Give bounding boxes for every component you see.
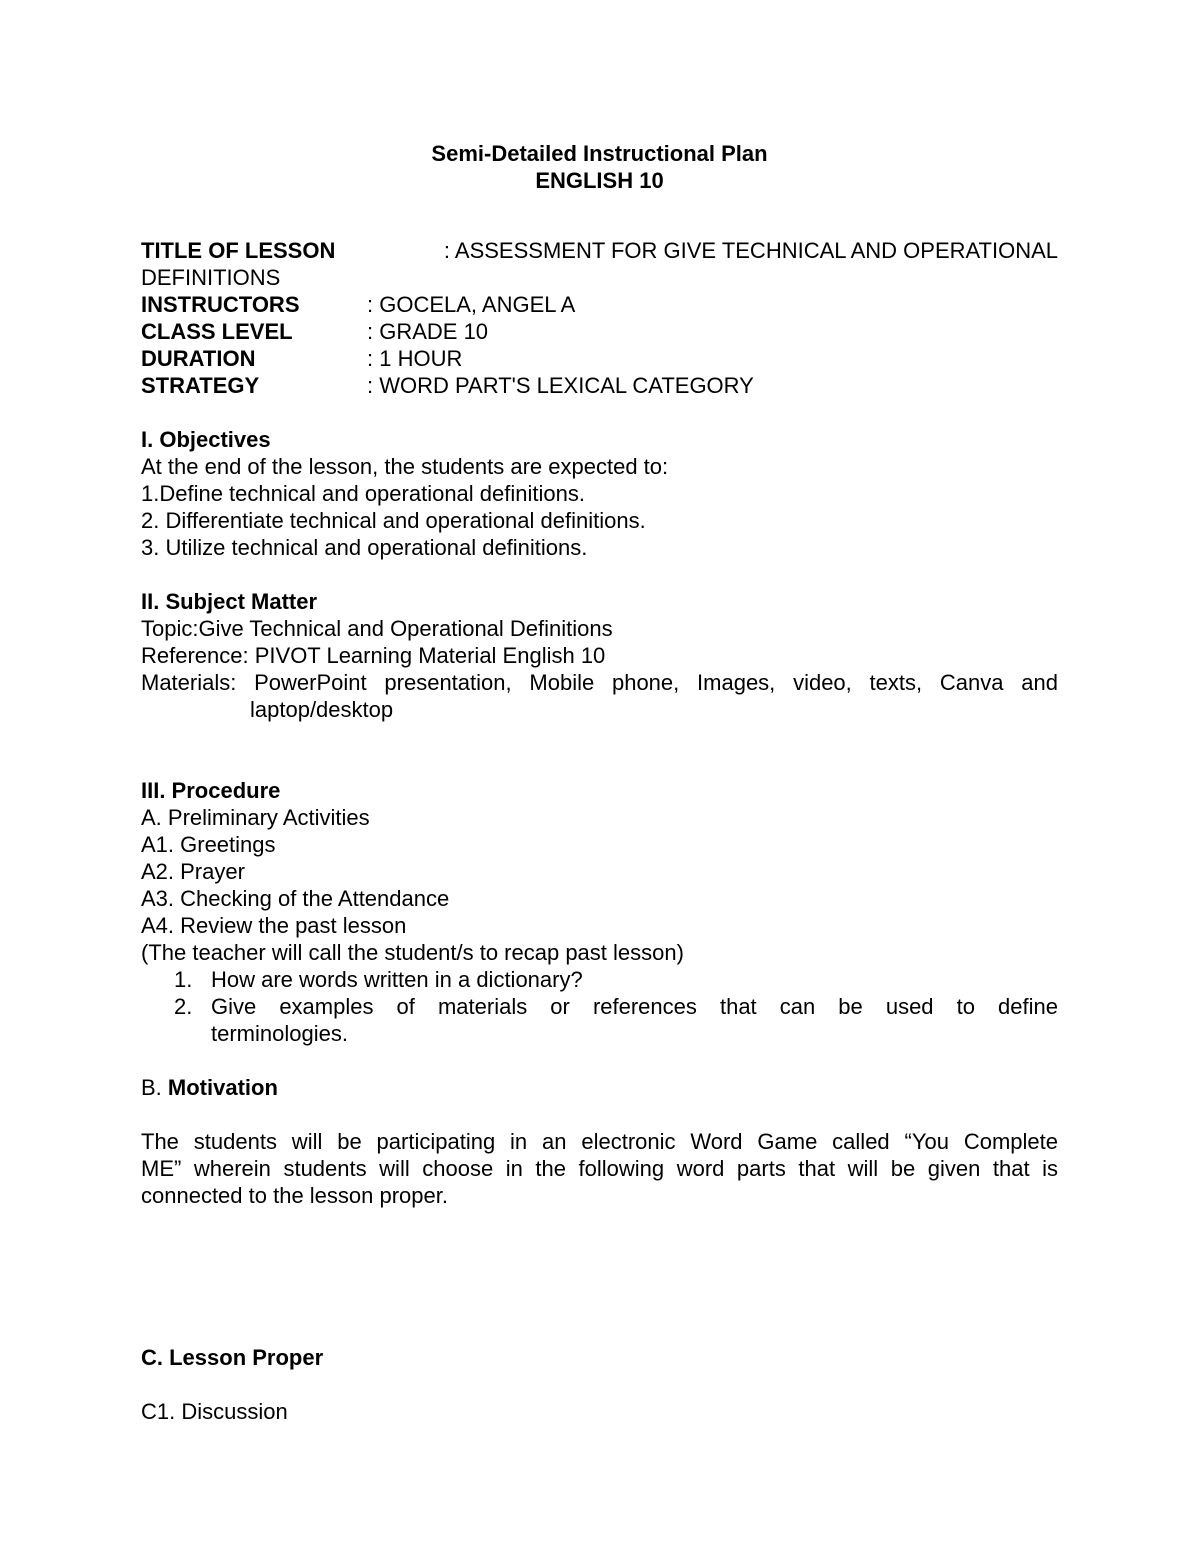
lesson-proper-heading: C. Lesson Proper <box>141 1345 324 1370</box>
list-item <box>141 966 1058 993</box>
procedure-section <box>141 777 1058 1047</box>
procedure-heading: III. Procedure <box>141 778 281 803</box>
objective-item: 2. Differentiate technical and operational definitions. <box>141 508 646 533</box>
recap-note: (The teacher will call the student/s to recap past lesson) <box>141 940 684 965</box>
procedure-step: A4. Review the past lesson <box>141 913 407 938</box>
title-of-lesson-label: TITLE OF LESSON <box>141 238 336 263</box>
strategy-label: STRATEGY <box>141 373 260 398</box>
class-level-row <box>141 318 1058 345</box>
title-of-lesson-value-cont: DEFINITIONS <box>141 265 281 290</box>
preliminary-activities: A. Preliminary Activities <box>141 805 370 830</box>
subject-matter-heading: II. Subject Matter <box>141 589 318 614</box>
procedure-step: A2. Prayer <box>141 859 245 884</box>
subject-matter-section <box>141 588 1058 723</box>
review-questions <box>141 966 1058 1047</box>
motivation-prefix: B. <box>141 1075 168 1100</box>
motivation-heading-line <box>141 1074 1058 1101</box>
objective-item: 1.Define technical and operational definitions. <box>141 481 585 506</box>
motivation-heading: Motivation <box>167 1075 278 1100</box>
objectives-section <box>141 426 1058 561</box>
question-number: 1. <box>174 967 193 992</box>
question-text: Give examples of materials or references that can be used to define <box>211 994 1058 1019</box>
instructors-row <box>141 291 1058 318</box>
document-subject: ENGLISH 10 <box>535 168 664 193</box>
question-text-cont: terminologies. <box>211 1021 348 1046</box>
lesson-proper-discussion: C1. Discussion <box>141 1399 288 1424</box>
list-item <box>141 993 1058 1047</box>
objective-item: 3. Utilize technical and operational definitions. <box>141 535 588 560</box>
instructors-label: INSTRUCTORS <box>141 292 300 317</box>
duration-row <box>141 345 1058 372</box>
objectives-intro: At the end of the lesson, the students are expected to: <box>141 454 669 479</box>
document-page <box>141 140 1058 1425</box>
subject-matter-reference: Reference: PIVOT Learning Material English 10 <box>141 643 606 668</box>
instructors-value: : GOCELA, ANGEL A <box>367 292 576 317</box>
motivation-text: The students will be participating in an electronic Word Game called “You Complete <box>141 1129 1058 1154</box>
motivation-text: ME” wherein students will choose in the following word parts that will be given that is <box>141 1156 1058 1181</box>
strategy-row <box>141 372 1058 399</box>
objectives-heading: I. Objectives <box>141 427 271 452</box>
subject-matter-materials: Materials: PowerPoint presentation, Mobile phone, Images, video, texts, Canva and <box>141 670 1058 695</box>
procedure-step: A3. Checking of the Attendance <box>141 886 450 911</box>
procedure-step: A1. Greetings <box>141 832 276 857</box>
subject-matter-topic: Topic:Give Technical and Operational Definitions <box>141 616 613 641</box>
motivation-text: connected to the lesson proper. <box>141 1183 448 1208</box>
strategy-value: : WORD PART'S LEXICAL CATEGORY <box>367 373 754 398</box>
lesson-info <box>141 237 1058 399</box>
question-text: How are words written in a dictionary? <box>211 967 583 992</box>
motivation-section <box>141 1074 1058 1209</box>
class-level-label: CLASS LEVEL <box>141 319 293 344</box>
subject-matter-materials-cont: laptop/desktop <box>250 697 394 722</box>
title-of-lesson-row <box>141 237 1058 264</box>
duration-label: DURATION <box>141 346 256 371</box>
duration-value: : 1 HOUR <box>367 346 463 371</box>
question-number: 2. <box>174 994 193 1019</box>
lesson-proper-section <box>141 1344 1058 1425</box>
document-title: Semi-Detailed Instructional Plan <box>431 141 768 166</box>
title-of-lesson-value: : ASSESSMENT FOR GIVE TECHNICAL AND OPERATIONAL <box>443 238 1058 263</box>
class-level-value: : GRADE 10 <box>367 319 489 344</box>
